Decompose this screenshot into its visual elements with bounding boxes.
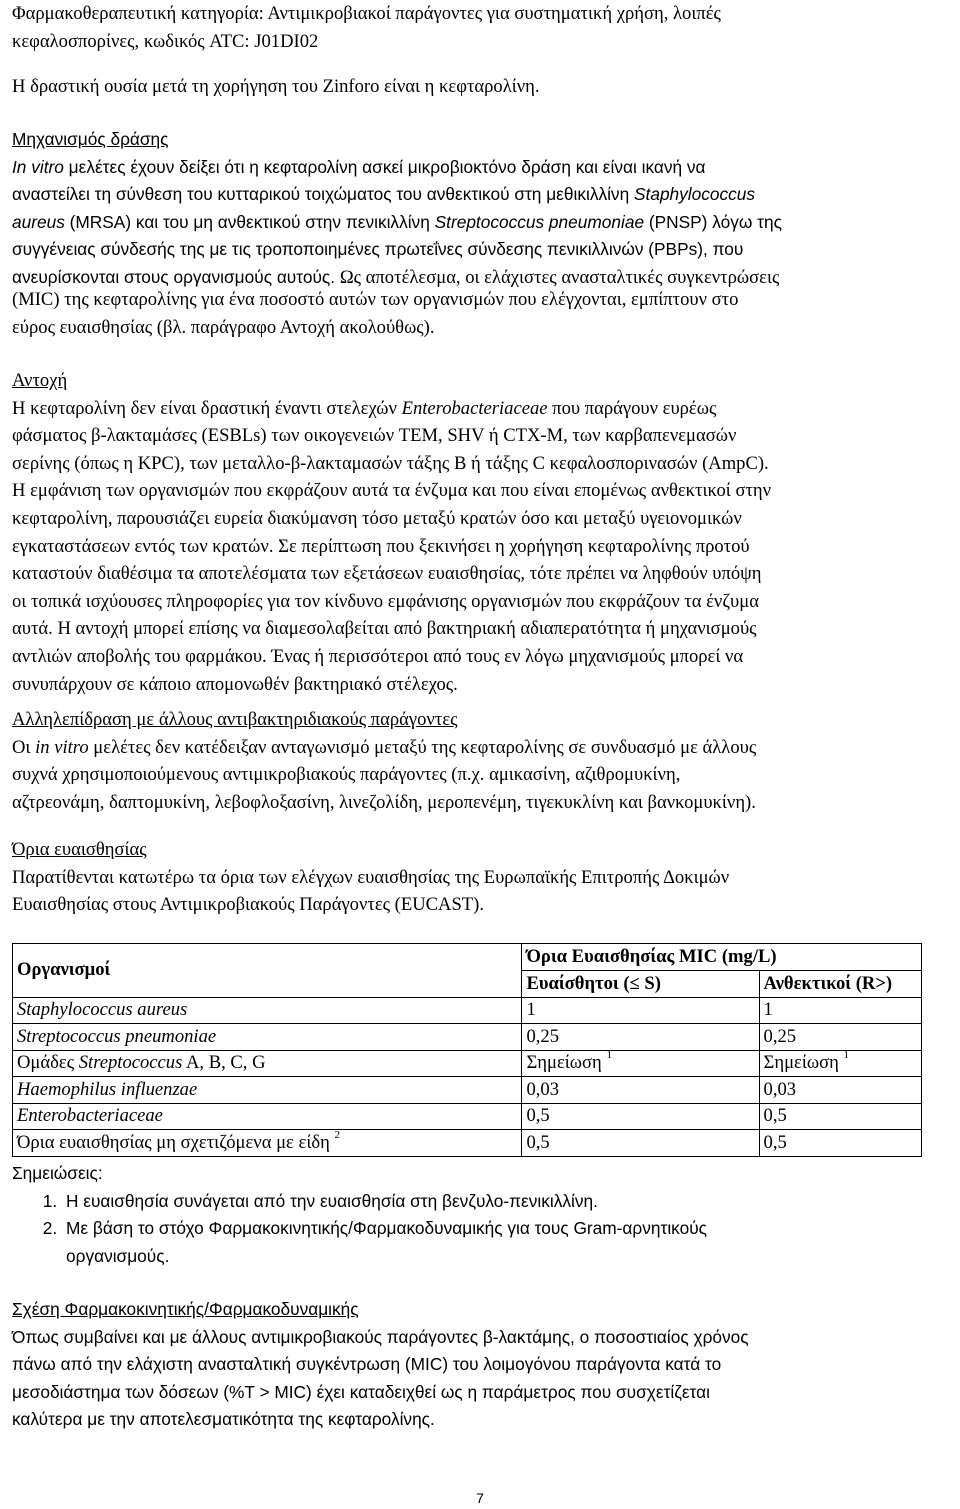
breakpoints-heading: Όρια ευαισθησίας [12,839,147,860]
note-item: 1. Η ευαισθησία συνάγεται από την ευαισθησία στη βενζυλο-πενικιλλίνη. [62,1188,948,1216]
table-header-organisms: Οργανισμοί [13,944,522,998]
resistance-section: Αντοχή Η κεφταρολίνη δεν είναι δραστική έναντι στελεχών Enterobacteriaceae που παράγουν ευρέως φάσματος β-λακταμάσες (ESBLs) των οικογενειών TEM, SHV ή CTX-M, των καρβαπενεμασών σερίνης (όπως η KPC), των μεταλλο-β-λακταμασών τάξης B ή τάξης C κεφαλοσπορινασών (AmpC). Η εμφάνιση των οργανισμών που εκφράζουν αυτά τα ένζυμα και που είναι επομένως ανθεκτικοί στην κεφταρολίνη, παρουσιάζει ευρεία διακύμανση τόσο μεταξύ κρατών όσο και μεταξύ υγειονομικών εγκαταστάσεων εντός των κρατών. Σε περίπτωση που ξεκινήσει η χορήγηση κεφταρολίνης προτού καταστούν διαθέσιμα τα αποτελέσματα των εξετάσεων ευαισθησίας, τότε πρέπει να ληφθούν υπόψη οι τοπικά ισχύουσες πληροφορίες για τον κίνδυνο εμφάνισης οργανισμών που εκφράζουν τα ένζυμα αυτά. Η αντοχή μπορεί επίσης να διαμεσολαβείται από βακτηριακή αδιαπερατότητα ή μηχανισμούς αντλιών αποβολής του φαρμάκου. Ένας ή περισσότεροι από τους εν λόγω μηχανισμούς μπορεί να συνυπάρχουν σε κάποιο απομονωθέν βακτηριακό στέλεχος. [12,367,948,698]
table-header-susceptible: Ευαίσθητοι (≤ S) [522,971,759,998]
table-notes [12,1160,948,1270]
atc-line-1: Φαρμακοθεραπευτική κατηγορία: Αντιμικροβιακοί παράγοντες για συστηματική χρήση, λοιπές [12,3,721,24]
mechanism-section: Μηχανισμός δράσης In vitro μελέτες έχουν δείξει ότι η κεφταρολίνη ασκεί μικροβιοκτόνο δράση και είναι ικανή να αναστείλει τη σύνθεση του κυτταρικού τοιχώματος του ανθεκτικού στη μεθικιλλίνη Staphylococcus aureus (MRSA) και του μη ανθεκτικού στην πενικιλλίνη Streptococcus pneumoniae (PNSP) λόγω της συγγένειας σύνδεσής της με τις τροποποιημένες πρωτεΐνες σύνδεσης πενικιλλινών (PBPs), που ανευρίσκονται στους οργανισμούς αυτούς. Ως αποτέλεσμα, οι ελάχιστες ανασταλτικές συγκεντρώσεις [12,126,948,292]
table-header-mic-group: Όρια Ευαισθησίας MIC (mg/L) [522,944,922,971]
mechanism-continued: (MIC) της κεφταρολίνης για ένα ποσοστό αυτών των οργανισμών που ελέγχονται, εμπίπτουν στο εύρος ευαισθησίας (βλ. παράγραφο Αντοχή ακολούθως). [12,289,739,338]
table-row: Staphylococcus aureus 1 1 [13,997,922,1024]
mic-breakpoints-table [12,943,922,1157]
atc-classification [12,0,948,55]
interaction-section: Αλληλεπίδραση με άλλους αντιβακτηριδιακούς παράγοντες Οι in vitro μελέτες δεν κατέδειξαν ανταγωνισμό μεταξύ της κεφταρολίνης σε συνδυασμό με άλλους συχνά χρησιμοποιούμενους αντιμικροβιακούς παράγοντες (π.χ. αμικασίνη, αζιθρομυκίνη, αζτρεονάμη, δαπτομυκίνη, λεβοφλοξασίνη, λινεζολίδη, μεροπενέμη, τιγεκυκλίνη και βανκομυκίνη). [12,706,948,816]
notes-heading: Σημειώσεις: [12,1163,103,1183]
resistance-heading: Αντοχή [12,370,68,391]
pkpd-heading: Σχέση Φαρμακοκινητικής/Φαρμακοδυναμικής [12,1299,359,1319]
table-row: Enterobacteriaceae 0,5 0,5 [13,1103,922,1130]
page-number: 7 [476,1490,484,1506]
table-row: Haemophilus influenzae 0,03 0,03 [13,1077,922,1104]
interaction-heading: Αλληλεπίδραση με άλλους αντιβακτηριδιακούς παράγοντες [12,709,458,730]
active-substance-statement: Η δραστική ουσία μετά τη χορήγηση του Zinforo είναι η κεφταρολίνη. [12,76,540,97]
table-row: Streptococcus pneumoniae 0,25 0,25 [13,1024,922,1051]
table-row: Όρια ευαισθησίας μη σχετιζόμενα με είδη $^2$ 0,5 0,5 [13,1130,922,1157]
pkpd-section: Σχέση Φαρμακοκινητικής/Φαρμακοδυναμικής Όπως συμβαίνει και με άλλους αντιμικροβιακούς παράγοντες β-λακτάμης, ο ποσοστιαίος χρόνος πάνω από την ελάχιστη ανασταλτική συγκέντρωση (MIC) του λοιμογόνου παράγοντα κατά το μεσοδιάστημα των δόσεων (%T > MIC) έχει καταδειχθεί ως η παράμετρος που συσχετίζεται καλύτερα με την αποτελεσματικότητα της κεφταρολίνης. [12,1296,948,1434]
atc-line-2: κεφαλοσπορίνες, κωδικός ATC: J01DI02 [12,30,319,52]
note-item: 2. Με βάση το στόχο Φαρμακοκινητικής/Φαρμακοδυναμικής για τους Gram-αρνητικούς οργανισμούς. [62,1215,948,1270]
table-header-resistant: Ανθεκτικοί (R>) [759,971,921,998]
mechanism-heading: Μηχανισμός δράσης [12,129,169,149]
breakpoints-section: Όρια ευαισθησίας Παρατίθενται κατωτέρω τα όρια των ελέγχων ευαισθησίας της Ευρωπαϊκής Επιτροπής Δοκιμών Ευαισθησίας στους Αντιμικροβιακούς Παράγοντες (EUCAST). [12,836,948,919]
table-row: Ομάδες Streptococcus A, B, C, G Σημείωση $^1$ Σημείωση $^1$ [13,1050,922,1077]
